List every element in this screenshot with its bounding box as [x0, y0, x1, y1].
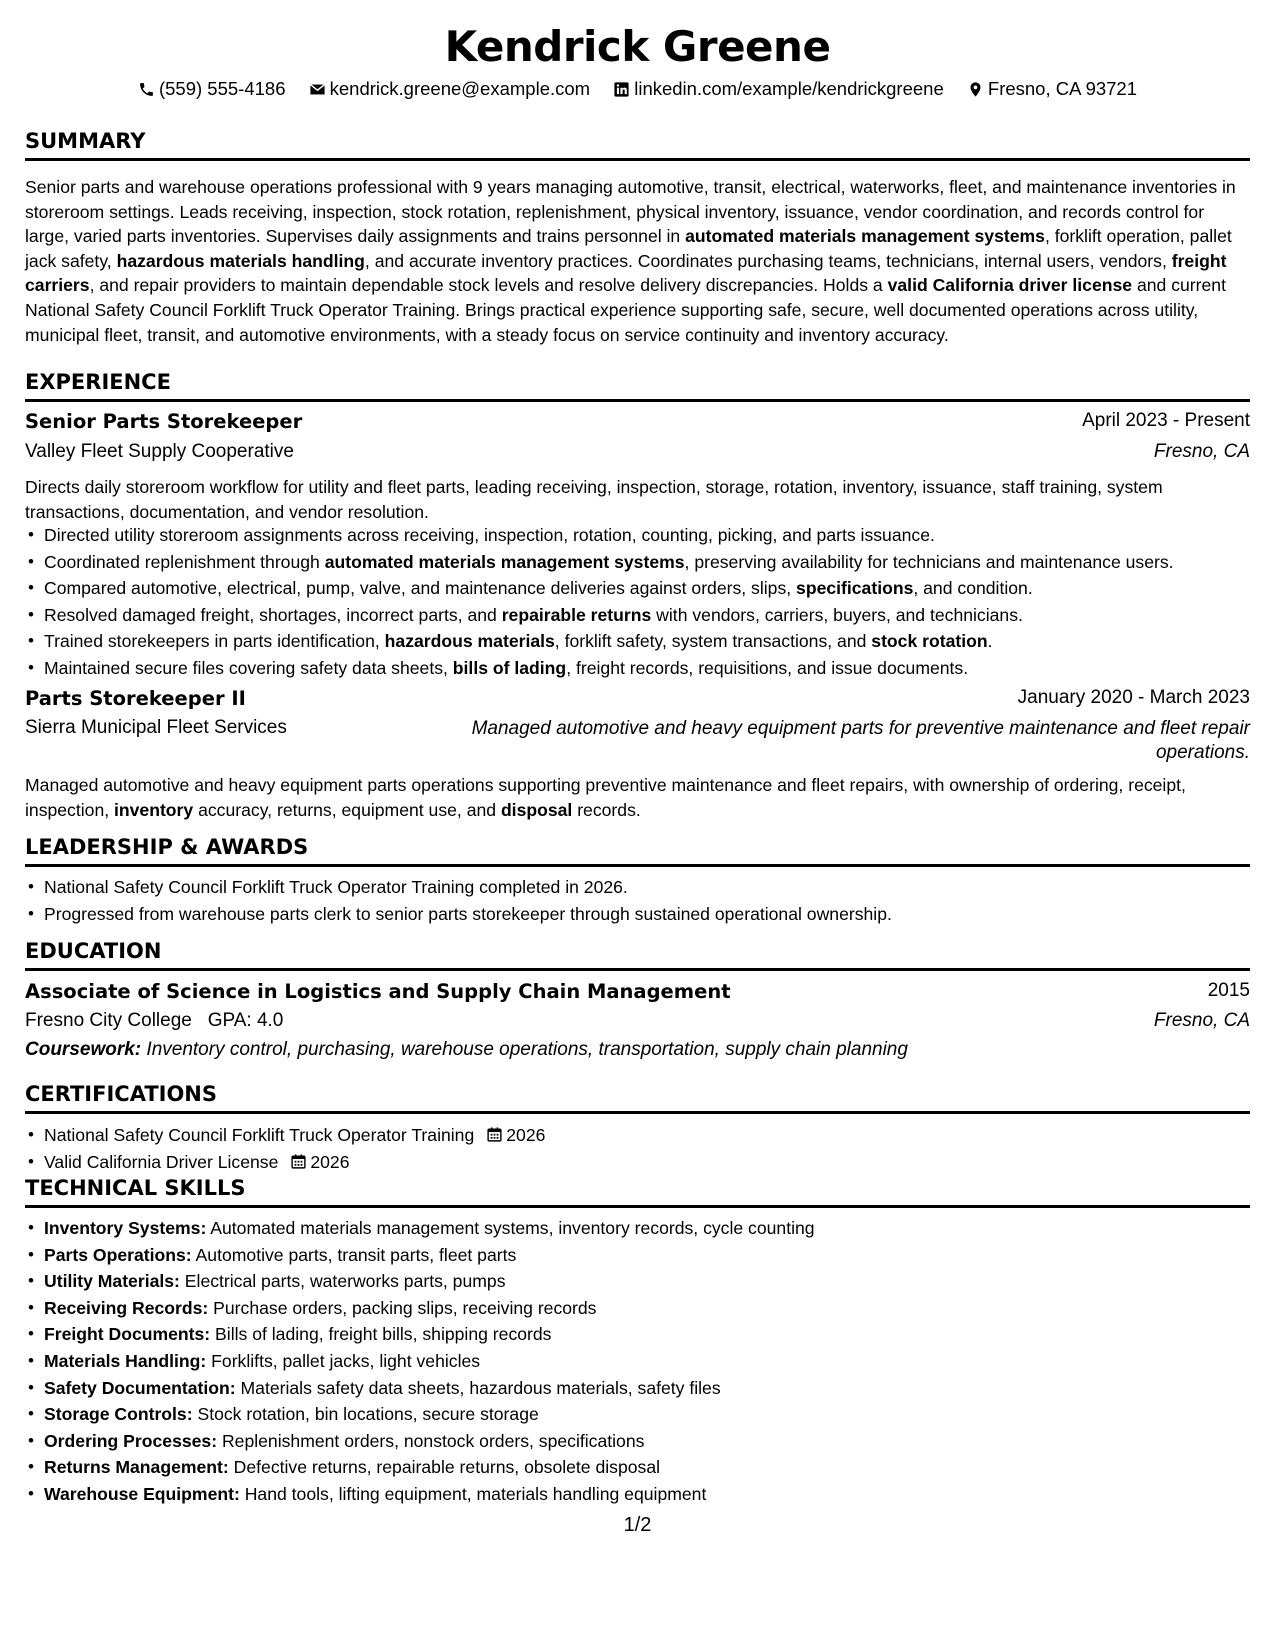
job-description: Directs daily storeroom workflow for utility and fleet parts, leading receiving, inspection, storage, rotation, inventory, issuance, staff training, system transactions, documentation, and vendor resolution.: [25, 477, 1163, 522]
certification-year: 2026: [310, 1151, 350, 1172]
contact-email-text[interactable]: kendrick.greene@example.com: [329, 78, 591, 99]
skill-item: [25, 1268, 1250, 1295]
contact-email[interactable]: [309, 78, 590, 100]
certification-year: 2026: [506, 1125, 546, 1145]
bold-phrase: automated materials management systems: [324, 551, 685, 572]
leadership-list: [25, 874, 1250, 927]
job-title: Parts Storekeeper II: [25, 687, 246, 710]
text-run: Trained storekeepers in parts identification,: [44, 631, 385, 652]
skill-label: Receiving Records:: [44, 1297, 209, 1318]
contact-location: [967, 78, 1137, 100]
section-title-skills: TECHNICAL SKILLS: [25, 1175, 1250, 1208]
skill-label: Inventory Systems:: [44, 1218, 207, 1238]
skill-item: [25, 1215, 1250, 1242]
skill-value: Purchase orders, packing slips, receiving records: [208, 1297, 597, 1318]
bold-phrase: automated materials management systems: [685, 226, 1045, 247]
contact-linkedin-text[interactable]: linkedin.com/example/kendrickgreene: [634, 78, 944, 99]
list-item: [25, 628, 1250, 655]
calendar-icon: [290, 1153, 307, 1170]
bold-phrase: bills of lading: [452, 657, 567, 678]
education-school-row: [25, 1010, 1250, 1036]
degree: Associate of Science in Logistics and Supply Chain Management: [25, 980, 731, 1003]
skill-value: Bills of lading, freight bills, shipping records: [210, 1324, 552, 1345]
skill-value: Forklifts, pallet jacks, light vehicles: [206, 1350, 481, 1371]
section-title-leadership: LEADERSHIP & AWARDS: [25, 834, 1250, 867]
job-org-row-1: [25, 441, 1250, 467]
text-run: Maintained secure files covering safety data sheets,: [44, 657, 453, 678]
contact-bar: [0, 78, 1275, 103]
text-run: .: [987, 631, 993, 652]
text-run: Coordinated replenishment through: [44, 551, 325, 572]
skill-label: Returns Management:: [44, 1457, 229, 1478]
skill-label: Safety Documentation:: [44, 1377, 236, 1398]
certification-item: [25, 1149, 1250, 1176]
phone-icon: [138, 81, 155, 98]
bold-phrase: hazardous materials handling: [116, 250, 365, 271]
page-number: 1/2: [623, 1514, 652, 1536]
education-location: Fresno, CA: [1153, 1010, 1250, 1031]
skill-label: Freight Documents:: [44, 1324, 211, 1345]
job-location: Fresno, CA: [1153, 441, 1250, 462]
bold-phrase: inventory: [114, 799, 194, 820]
skill-value: Electrical parts, waterworks parts, pumps: [179, 1271, 506, 1292]
gpa: GPA: 4.0: [207, 1010, 284, 1031]
job-header-2: [25, 687, 1250, 713]
map-pin-icon: [967, 81, 984, 98]
envelope-icon: [309, 81, 326, 98]
text-run: , and condition.: [913, 578, 1033, 599]
linkedin-icon: [613, 81, 630, 98]
job-role-note: Managed automotive and heavy equipment parts for preventive maintenance and fleet repair operations.: [471, 718, 1250, 763]
skill-value: Replenishment orders, nonstock orders, specifications: [217, 1430, 645, 1451]
calendar-icon: [486, 1126, 503, 1143]
bold-phrase: valid California driver license: [887, 275, 1133, 296]
list-item: [25, 655, 1250, 682]
job-header-1: [25, 410, 1250, 436]
skill-item: [25, 1295, 1250, 1322]
list-item: [25, 549, 1250, 576]
text-run: Resolved damaged freight, shortages, incorrect parts, and: [44, 604, 502, 625]
text-run: records.: [572, 799, 641, 820]
list-item: [25, 575, 1250, 602]
text-run: , and accurate inventory practices. Coordinates purchasing teams, technicians, internal users, vendors,: [364, 250, 1172, 271]
text-run: Directed utility storeroom assignments across receiving, inspection, rotation, counting, picking, and parts issuance.: [44, 525, 935, 545]
school-name: Fresno City College: [25, 1010, 192, 1031]
text-run: , forklift operation, pallet jack safety,: [25, 226, 1232, 271]
certification-name: Valid California Driver License: [44, 1151, 279, 1172]
text-run: and current National Safety Council Forklift Truck Operator Training. Brings practical experience supporting safe, secure, well documented operations across utility, municipal fleet, transit, and automotive environments, with a steady focus on service continuity and inventory accuracy.: [25, 275, 1226, 345]
skill-item: [25, 1454, 1250, 1481]
skill-item: [25, 1375, 1250, 1402]
job-dates: January 2020 - March 2023: [1017, 687, 1250, 708]
text-run: , forklift safety, system transactions, and: [554, 631, 872, 652]
contact-location-text: Fresno, CA 93721: [987, 78, 1138, 99]
bold-phrase: stock rotation: [871, 631, 988, 652]
section-title-experience: EXPERIENCE: [25, 369, 1250, 402]
bold-phrase: freight carriers: [25, 250, 1227, 296]
text-run: Senior parts and warehouse operations professional with 9 years managing automotive, transit, electrical, waterworks, fleet, and maintenance inventories in storeroom settings. Leads receiving, inspection, stock rotation, replenishment, physical inventory, issuance, vendor coordination, and records control for large, varied parts inventories. Supervises daily assignments and trains personnel in: [25, 177, 1236, 247]
certification-name: National Safety Council Forklift Truck Operator Training: [44, 1125, 475, 1145]
skill-label: Storage Controls:: [44, 1404, 193, 1425]
section-title-certifications: CERTIFICATIONS: [25, 1081, 1250, 1114]
skill-value: Hand tools, lifting equipment, materials handling equipment: [239, 1483, 707, 1504]
education-year: 2015: [1207, 980, 1250, 1001]
certification-item: [25, 1122, 1250, 1149]
text-run: Compared automotive, electrical, pump, valve, and maintenance deliveries against orders, slips,: [44, 578, 797, 599]
contact-phone: [138, 78, 286, 100]
skill-value: Defective returns, repairable returns, obsolete disposal: [228, 1457, 661, 1478]
skill-label: Ordering Processes:: [44, 1430, 218, 1451]
text-run: accuracy, returns, equipment use, and: [193, 799, 501, 820]
list-item: [25, 602, 1250, 629]
contact-linkedin[interactable]: [613, 78, 944, 100]
skill-item: [25, 1321, 1250, 1348]
list-item: • Progressed from warehouse parts clerk to senior parts storekeeper through sustained operational ownership.: [25, 901, 1250, 928]
list-item: • National Safety Council Forklift Truck Operator Training completed in 2026.: [25, 874, 1250, 901]
skill-label: Warehouse Equipment:: [44, 1483, 240, 1504]
skill-value: Materials safety data sheets, hazardous materials, safety files: [235, 1377, 721, 1398]
candidate-name: Kendrick Greene: [444, 22, 831, 71]
bold-phrase: specifications: [796, 578, 914, 599]
contact-phone-text: (559) 555-4186: [158, 78, 286, 99]
skill-label: Utility Materials:: [44, 1271, 180, 1292]
bold-phrase: hazardous materials: [384, 631, 555, 652]
text-run: , preserving availability for technicians and maintenance users.: [684, 551, 1174, 572]
skill-item: [25, 1242, 1250, 1269]
job-bullets: [25, 522, 1250, 682]
section-title-summary: SUMMARY: [25, 128, 1250, 161]
job-dates: April 2023 - Present: [1082, 410, 1250, 431]
coursework-row: [25, 1039, 1250, 1065]
skill-item: [25, 1481, 1250, 1508]
skill-item: [25, 1348, 1250, 1375]
job-organization: Sierra Municipal Fleet Services: [25, 717, 287, 738]
coursework-label: Coursework:: [25, 1039, 142, 1060]
skills-list: [25, 1215, 1250, 1508]
section-title-education: EDUCATION: [25, 938, 1250, 971]
skill-item: [25, 1428, 1250, 1455]
education-header: [25, 980, 1250, 1006]
skill-label: Parts Operations:: [44, 1244, 192, 1265]
job-title: Senior Parts Storekeeper: [25, 410, 303, 433]
skill-value: Automotive parts, transit parts, fleet parts: [191, 1244, 517, 1265]
job-description: [25, 773, 1250, 822]
text-run: , and repair providers to maintain dependable stock levels and resolve delivery discrepancies. Holds a: [89, 275, 888, 296]
bold-phrase: disposal: [500, 799, 573, 820]
skill-label: Materials Handling:: [44, 1350, 207, 1371]
skill-item: [25, 1401, 1250, 1428]
certifications-list: [25, 1122, 1250, 1175]
job-organization: Valley Fleet Supply Cooperative: [25, 441, 294, 462]
text-run: , freight records, requisitions, and issue documents.: [566, 657, 969, 678]
text-run: with vendors, carriers, buyers, and technicians.: [651, 604, 1023, 625]
coursework-text: Inventory control, purchasing, warehouse operations, transportation, supply chain planning: [146, 1039, 908, 1060]
skill-value: Stock rotation, bin locations, secure storage: [192, 1404, 539, 1425]
list-item: [25, 522, 1250, 549]
text-run: Managed automotive and heavy equipment parts operations supporting preventive maintenance and fleet repairs, with ownership of ordering, receipt, inspection,: [25, 775, 1186, 820]
skill-value: Automated materials management systems, inventory records, cycle counting: [206, 1218, 815, 1238]
summary-text: [25, 175, 1250, 347]
bold-phrase: repairable returns: [501, 604, 652, 625]
